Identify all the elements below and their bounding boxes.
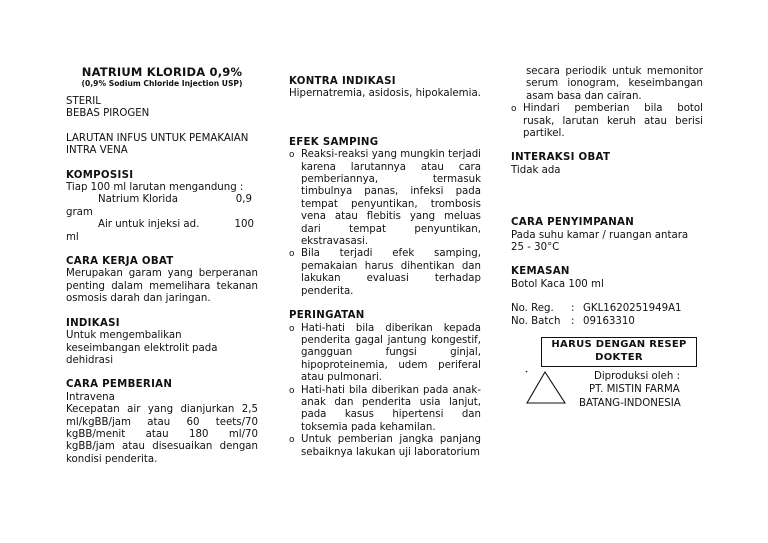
komposisi-item-1-unit: gram <box>66 206 93 218</box>
peringatan-item: o Hati-hati bila diberikan pada anak-anak dan penderita usia lanjut, pada kasus hipertensi dan toksemia pada kehamilan. <box>289 385 481 435</box>
pirogen-label: BEBAS PIROGEN <box>66 108 150 120</box>
column-middle <box>289 76 481 459</box>
efek-item: o Reaksi-reaksi yang mungkin terjadi karena larutannya atau cara pemberiannya, termasuk timbulnya panas, infeksi pada tempat penyuntikan, trombosis vena atau flebitis yang meluas dari tempat penyuntikan, ekstravasasi. <box>289 149 481 248</box>
resep-box <box>541 337 697 367</box>
cara-pemberian-heading: CARA PEMBERIAN <box>66 379 173 391</box>
interaksi-heading: INTERAKSI OBAT <box>511 152 611 164</box>
komposisi-item-2 <box>66 219 258 231</box>
reg-separator: : <box>571 303 575 315</box>
indikasi-text: Untuk mengembalikan keseimbangan elektrolit pada dehidrasi <box>66 330 218 366</box>
komposisi-intro: Tiap 100 ml larutan mengandung : <box>66 182 244 194</box>
producer-location: BATANG-INDONESIA <box>579 397 681 409</box>
infus-line-2: INTRA VENA <box>66 145 128 157</box>
steril-label: STERIL <box>66 96 101 107</box>
batch-separator: : <box>571 315 575 327</box>
producer-line-1: Diproduksi oleh : <box>594 371 680 382</box>
interaksi-text: Tidak ada <box>511 164 561 176</box>
komposisi-heading: KOMPOSISI <box>66 169 134 181</box>
triangle-logo-icon <box>525 370 581 408</box>
infus-line-1: LARUTAN INFUS UNTUK PEMAKAIAN <box>66 132 249 144</box>
peringatan-list <box>289 323 481 459</box>
cara-kerja-heading: CARA KERJA OBAT <box>66 256 174 268</box>
batch-value: 09163310 <box>583 315 635 327</box>
peringatan-continued-text: secara periodik untuk memonitor serum ionogram, keseimbangan asam basa dan cairan. <box>526 66 703 102</box>
efek-list <box>289 149 481 298</box>
kemasan-heading: KEMASAN <box>511 266 570 278</box>
indikasi-heading: INDIKASI <box>66 317 120 329</box>
reg-label: No. Reg. <box>511 303 554 315</box>
reg-row <box>511 303 703 315</box>
komposisi-item-1-value: 0,9 <box>235 194 252 206</box>
efek-item: o Bila terjadi efek samping, pemakaian harus dihentikan dan lakukan evaluasi terhadap penderita. <box>289 248 481 298</box>
column-left <box>66 66 258 466</box>
komposisi-item-1 <box>66 194 258 206</box>
producer-name: PT. MISTIN FARMA <box>589 384 680 396</box>
penyimpanan-heading: CARA PENYIMPANAN <box>511 217 635 229</box>
peringatan-item: o Hindari pemberian bila botol rusak, larutan keruh atau berisi partikel. <box>511 103 703 140</box>
kontra-heading: KONTRA INDIKASI <box>289 76 396 87</box>
batch-row <box>511 316 703 328</box>
resep-line-1: HARUS DENGAN RESEP <box>551 339 687 351</box>
cara-pemberian-route: Intravena <box>66 391 115 403</box>
komposisi-item-2-name: Air untuk injeksi ad. <box>98 219 200 231</box>
efek-heading: EFEK SAMPING <box>289 136 379 148</box>
product-title: NATRIUM KLORIDA 0,9% <box>81 65 243 79</box>
peringatan-item: o Hati-hati bila diberikan kepada penderita gagal jantung kongestif, gangguan fungsi ginjal, hipoproteinemia, udem periferal atau pulmonari. <box>289 323 481 385</box>
penyimpanan-text: Pada suhu kamar / ruangan antara 25 - 30°C <box>511 229 689 254</box>
peringatan-item: o Untuk pemberian jangka panjang sebaiknya lakukan uji laboratorium <box>289 434 481 459</box>
resep-line-2: DOKTER <box>595 351 643 363</box>
producer-block <box>579 370 709 410</box>
kontra-text: Hipernatremia, asidosis, hipokalemia. <box>289 88 481 100</box>
cara-kerja-text: Merupakan garam yang berperanan penting dalam memelihara tekanan osmosis darah dan jaringan. <box>66 268 258 305</box>
column-right <box>511 66 703 367</box>
peringatan-continued-list <box>511 103 703 140</box>
batch-label: No. Batch <box>511 315 561 327</box>
kemasan-text: Botol Kaca 100 ml <box>511 278 604 290</box>
product-subtitle: (0,9% Sodium Chloride Injection USP) <box>81 79 243 88</box>
komposisi-item-2-value: 100 <box>234 219 254 231</box>
komposisi-item-2-unit: ml <box>66 231 79 243</box>
cara-pemberian-text: Kecepatan air yang dianjurkan 2,5 ml/kgBB/jam atau 60 teets/70 kgBB/menit atau 180 ml/70 kgBB/jam atau disesuaikan dengan kondisi penderita. <box>66 404 258 465</box>
peringatan-heading: PERINGATAN <box>289 310 365 322</box>
komposisi-item-1-name: Natrium Klorida <box>98 194 178 206</box>
reg-value: GKL1620251949A1 <box>583 303 682 315</box>
